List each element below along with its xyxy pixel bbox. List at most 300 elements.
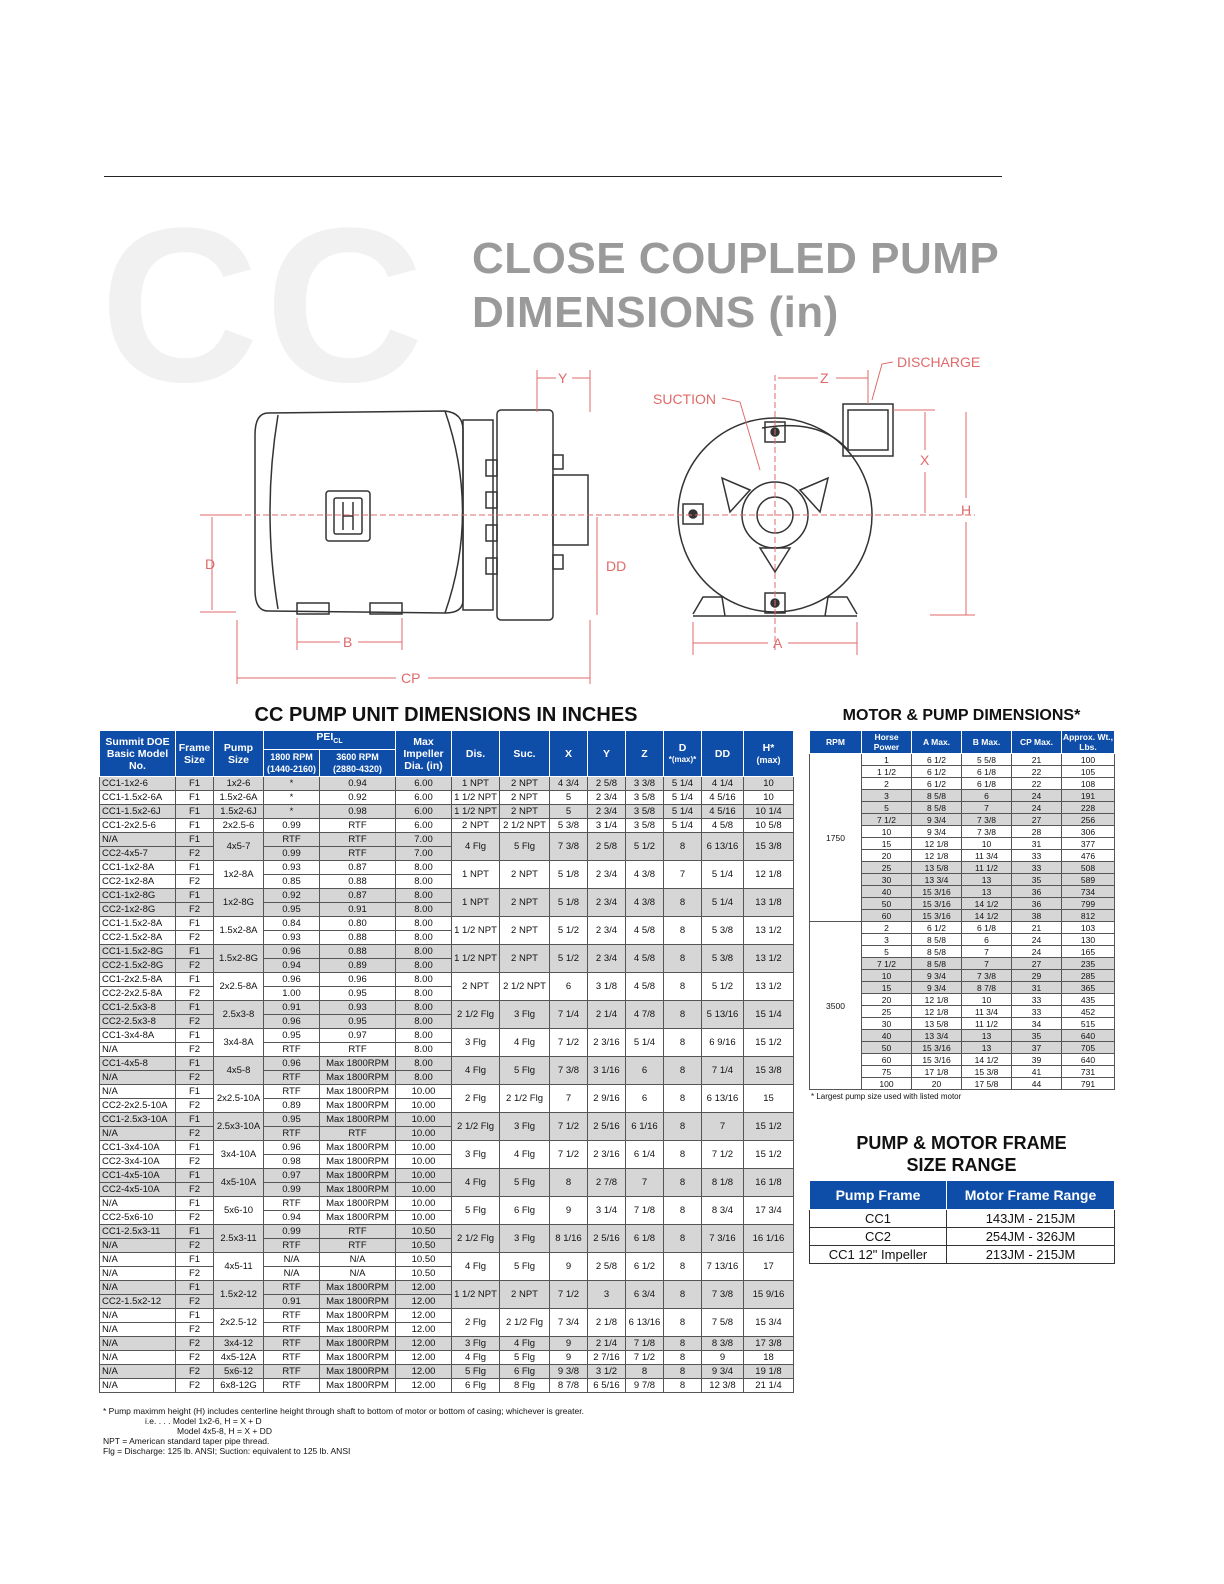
model-cell: CC2-3x4-10A (100, 1155, 176, 1169)
model-cell: CC2-5x6-10 (100, 1211, 176, 1225)
table-row (100, 945, 794, 959)
table-row (100, 1085, 794, 1099)
frame-cell: F2 (176, 1127, 214, 1141)
table-cell: 8.00 (396, 861, 452, 875)
table-cell: 22 (1012, 778, 1062, 790)
table-cell: 24 (1012, 802, 1062, 814)
main-table-title: CC PUMP UNIT DIMENSIONS IN INCHES (254, 704, 638, 726)
table-row (100, 1309, 794, 1323)
table-row (810, 1228, 1115, 1246)
table-cell: 2 NPT (500, 805, 550, 819)
pump-size-cell: 4x5-10A (214, 1169, 264, 1197)
table-cell: F2 (176, 1379, 214, 1393)
dis-cell: 2 NPT (452, 973, 500, 1001)
table-cell: 28 (1012, 826, 1062, 838)
table-cell: 1 (862, 754, 912, 766)
table-cell: 9 (550, 1351, 588, 1365)
background-watermark-letters: CC (100, 182, 430, 428)
col-frame: Frame Size (176, 731, 214, 777)
model-cell: CC1-2.5x3-10A (100, 1113, 176, 1127)
pump-size-cell: 1.5x2-8G (214, 945, 264, 973)
x-cell: 7 1/2 (550, 1281, 588, 1309)
table-cell: 6.00 (396, 791, 452, 805)
table-cell: 3 Flg (452, 1337, 500, 1351)
table-cell: 0.97 (264, 1169, 320, 1183)
dis-cell: 2 1/2 Flg (452, 1001, 500, 1029)
col-3600rpm-label: 3600 RPM (336, 752, 379, 762)
model-cell: CC1-2.5x3-11 (100, 1225, 176, 1239)
suc-cell: 3 Flg (500, 1225, 550, 1253)
table-cell: 6 1/2 (912, 766, 962, 778)
dis-cell: 1 NPT (452, 861, 500, 889)
z-cell: 4 5/8 (626, 973, 664, 1001)
frame-cell: F1 (176, 1085, 214, 1099)
table-cell: 1 1/2 NPT (452, 805, 500, 819)
x-cell: 5 1/2 (550, 945, 588, 973)
main-table-note-1: * Pump maximm height (H) includes centerline height through shaft to bottom of motor or bottom of casing; whichever is greater. (103, 1406, 584, 1416)
table-cell: 0.91 (264, 1001, 320, 1015)
table-cell: 791 (1062, 1078, 1115, 1090)
frame-cell: F1 (176, 1029, 214, 1043)
table-cell: 2 3/4 (588, 805, 626, 819)
table-cell: 100 (1062, 754, 1115, 766)
table-cell: 0.94 (264, 959, 320, 973)
table-cell: 10.50 (396, 1225, 452, 1239)
h-cell: 13 1/8 (744, 889, 794, 917)
dim-label-b: B (343, 634, 353, 650)
frame-cell: F1 (176, 1169, 214, 1183)
table-cell: 10.00 (396, 1155, 452, 1169)
table-cell: RTF (264, 1365, 320, 1379)
table-cell: 515 (1062, 1018, 1115, 1030)
table-cell: 8.00 (396, 875, 452, 889)
table-cell: 0.96 (264, 1015, 320, 1029)
h-cell: 13 1/2 (744, 973, 794, 1001)
table-cell: 5 Flg (500, 1351, 550, 1365)
h-cell: 15 1/2 (744, 1029, 794, 1057)
frame-cell: F2 (176, 931, 214, 945)
table-cell: 365 (1062, 982, 1115, 994)
model-cell: CC2-4x5-10A (100, 1183, 176, 1197)
h-cell: 15 (744, 1085, 794, 1113)
col-1800rpm (264, 750, 320, 777)
table-cell: 8 5/8 (912, 790, 962, 802)
suction-label: SUCTION (653, 391, 716, 407)
table-cell: Max 1800RPM (320, 1057, 396, 1071)
table-cell: 0.99 (264, 1183, 320, 1197)
table-cell: 6 1/8 (962, 922, 1012, 934)
col-z: Z (626, 731, 664, 777)
frame-cell: F2 (176, 1183, 214, 1197)
x-cell: 7 1/2 (550, 1141, 588, 1169)
z-cell: 4 5/8 (626, 917, 664, 945)
table-row (810, 1210, 1115, 1228)
frame-cell: F2 (176, 1043, 214, 1057)
frame-cell: F1 (176, 1057, 214, 1071)
table-cell: 0.98 (320, 805, 396, 819)
table-cell: 10 (862, 970, 912, 982)
table-cell: 0.95 (320, 987, 396, 1001)
table-row (100, 791, 794, 805)
suc-cell: 6 Flg (500, 1197, 550, 1225)
table-cell: 15 3/16 (912, 886, 962, 898)
table-cell: 3 (862, 790, 912, 802)
model-cell: CC2-2.5x3-8 (100, 1015, 176, 1029)
table-cell: 0.93 (264, 931, 320, 945)
model-cell: CC2-1x2-8A (100, 875, 176, 889)
dis-cell: 2 1/2 Flg (452, 1113, 500, 1141)
x-cell: 8 1/16 (550, 1225, 588, 1253)
table-cell: RTF (264, 1085, 320, 1099)
col-pei-label: PEI (316, 731, 334, 744)
table-cell: F1 (176, 777, 214, 791)
table-cell: 6.00 (396, 805, 452, 819)
z-cell: 6 13/16 (626, 1309, 664, 1337)
table-cell: 13 (962, 1042, 1012, 1054)
table-cell: 25 (862, 862, 912, 874)
table-cell: 15 3/16 (912, 910, 962, 922)
z-cell: 6 1/16 (626, 1113, 664, 1141)
model-cell: CC1-2.5x3-8 (100, 1001, 176, 1015)
table-cell: 0.94 (320, 777, 396, 791)
table-cell: 17 3/8 (744, 1337, 794, 1351)
table-cell: 21 (1012, 922, 1062, 934)
table-cell: 10 1/4 (744, 805, 794, 819)
model-cell: CC2-2x2.5-8A (100, 987, 176, 1001)
table-cell: 1 1/2 (862, 766, 912, 778)
d-cell: 8 (664, 833, 702, 861)
table-cell: 12 1/8 (912, 838, 962, 850)
table-cell: 213JM - 215JM (947, 1246, 1115, 1264)
frame-col-header: Motor Frame Range (947, 1181, 1115, 1210)
table-cell: 8 3/8 (702, 1337, 744, 1351)
table-cell: 5x6-12 (214, 1365, 264, 1379)
table-cell: 2 (862, 778, 912, 790)
d-cell: 8 (664, 1029, 702, 1057)
z-cell: 6 (626, 1057, 664, 1085)
model-cell: N/A (100, 1323, 176, 1337)
col-x: X (550, 731, 588, 777)
d-cell: 7 (664, 861, 702, 889)
table-cell: 2 3/4 (588, 791, 626, 805)
x-cell: 7 3/4 (550, 1309, 588, 1337)
table-cell: 7 (962, 946, 1012, 958)
table-cell: 103 (1062, 922, 1115, 934)
table-cell: 40 (862, 1030, 912, 1042)
table-row (100, 973, 794, 987)
h-cell: 13 1/2 (744, 945, 794, 973)
table-cell: 3 1/4 (588, 819, 626, 833)
table-cell: 0.91 (320, 903, 396, 917)
table-cell: 24 (1012, 946, 1062, 958)
table-cell: RTF (264, 833, 320, 847)
table-cell: RTF (320, 1127, 396, 1141)
table-cell: 33 (1012, 850, 1062, 862)
table-cell: 8.00 (396, 987, 452, 1001)
table-row (100, 1351, 794, 1365)
table-cell: 4 5/16 (702, 805, 744, 819)
table-cell: 1.5x2-6J (214, 805, 264, 819)
table-cell: 37 (1012, 1042, 1062, 1054)
table-cell: 1x2-6 (214, 777, 264, 791)
table-row (100, 889, 794, 903)
table-cell: 0.95 (264, 1029, 320, 1043)
table-cell: 10.00 (396, 1197, 452, 1211)
frame-cell: F1 (176, 1225, 214, 1239)
d-cell: 8 (664, 1141, 702, 1169)
h-cell: 15 3/8 (744, 833, 794, 861)
motor-col-header: CP Max. (1012, 731, 1062, 754)
table-cell: Max 1800RPM (320, 1169, 396, 1183)
table-cell: 8.00 (396, 917, 452, 931)
table-cell: 33 (1012, 1006, 1062, 1018)
frame-cell: F2 (176, 903, 214, 917)
d-cell: 8 (664, 1225, 702, 1253)
table-cell: 6 1/2 (912, 922, 962, 934)
frame-cell: F2 (176, 1015, 214, 1029)
y-cell: 3 1/4 (588, 1197, 626, 1225)
pump-size-cell: 1.5x2-12 (214, 1281, 264, 1309)
table-cell: 6 1/8 (962, 778, 1012, 790)
table-cell: 731 (1062, 1066, 1115, 1078)
table-cell: 165 (1062, 946, 1115, 958)
col-pei (264, 731, 396, 750)
table-cell: 9 7/8 (626, 1379, 664, 1393)
table-cell: 3 (862, 934, 912, 946)
h-cell: 15 9/16 (744, 1281, 794, 1309)
table-cell: 228 (1062, 802, 1115, 814)
table-cell: 20 (912, 1078, 962, 1090)
z-cell: 7 (626, 1169, 664, 1197)
table-cell: 377 (1062, 838, 1115, 850)
table-cell: CC1 (810, 1210, 947, 1228)
suc-cell: 5 Flg (500, 833, 550, 861)
table-cell: 0.95 (320, 1015, 396, 1029)
h-cell: 15 1/2 (744, 1141, 794, 1169)
table-cell: 0.88 (320, 931, 396, 945)
table-cell: 10 (862, 826, 912, 838)
h-cell: 17 3/4 (744, 1197, 794, 1225)
table-cell: N/A (264, 1253, 320, 1267)
table-cell: Max 1800RPM (320, 1365, 396, 1379)
col-1800rpm-range: (1440-2160) (266, 764, 317, 774)
model-cell: CC2-1.5x2-12 (100, 1295, 176, 1309)
table-cell: 7 1/2 (626, 1351, 664, 1365)
pump-size-cell: 2x2.5-10A (214, 1085, 264, 1113)
table-cell: 5 Flg (452, 1365, 500, 1379)
x-cell: 9 (550, 1197, 588, 1225)
table-cell: * (264, 777, 320, 791)
table-cell: CC1 12" Impeller (810, 1246, 947, 1264)
rpm-cell: 1750 (810, 754, 862, 922)
table-cell: F1 (176, 791, 214, 805)
y-cell: 3 (588, 1281, 626, 1309)
table-cell: 2 NPT (452, 819, 500, 833)
table-cell: 8 5/8 (912, 946, 962, 958)
frame-cell: F2 (176, 1295, 214, 1309)
x-cell: 7 3/8 (550, 1057, 588, 1085)
table-cell: 12.00 (396, 1323, 452, 1337)
z-cell: 4 7/8 (626, 1001, 664, 1029)
table-cell: 6.00 (396, 819, 452, 833)
table-cell: 452 (1062, 1006, 1115, 1018)
y-cell: 2 3/4 (588, 861, 626, 889)
frame-cell: F1 (176, 1001, 214, 1015)
y-cell: 2 3/4 (588, 945, 626, 973)
y-cell: 2 3/4 (588, 917, 626, 945)
table-cell: Max 1800RPM (320, 1155, 396, 1169)
table-cell: 39 (1012, 1054, 1062, 1066)
table-cell: 31 (1012, 838, 1062, 850)
table-cell: 35 (1012, 1030, 1062, 1042)
z-cell: 7 1/8 (626, 1197, 664, 1225)
table-cell: 3 5/8 (626, 791, 664, 805)
frame-cell: F2 (176, 1071, 214, 1085)
discharge-label: DISCHARGE (897, 354, 981, 370)
dim-label-z: Z (820, 370, 829, 386)
h-cell: 15 1/2 (744, 1113, 794, 1141)
table-cell: 9 (550, 1337, 588, 1351)
table-cell: 36 (1012, 886, 1062, 898)
frame-cell: F1 (176, 917, 214, 931)
z-cell: 6 1/4 (626, 1141, 664, 1169)
y-cell: 3 1/8 (588, 973, 626, 1001)
dd-cell: 5 3/8 (702, 945, 744, 973)
table-cell: 7 (962, 802, 1012, 814)
d-cell: 8 (664, 1197, 702, 1225)
suc-cell: 2 NPT (500, 945, 550, 973)
table-cell: 14 1/2 (962, 1054, 1012, 1066)
table-cell: 12 3/8 (702, 1379, 744, 1393)
table-cell: 12.00 (396, 1309, 452, 1323)
table-cell: 10 (962, 838, 1012, 850)
table-cell: 20 (862, 850, 912, 862)
table-cell: 10 (744, 791, 794, 805)
model-cell: CC1-1x2-8G (100, 889, 176, 903)
table-cell: 0.93 (320, 1001, 396, 1015)
table-cell: 22 (1012, 766, 1062, 778)
model-cell: N/A (100, 1127, 176, 1141)
table-cell: Max 1800RPM (320, 1085, 396, 1099)
table-cell: 30 (862, 874, 912, 886)
table-cell: 10.00 (396, 1099, 452, 1113)
frame-cell: F2 (176, 959, 214, 973)
y-cell: 2 5/16 (588, 1113, 626, 1141)
table-cell: 6 1/8 (962, 766, 1012, 778)
dd-cell: 7 3/16 (702, 1225, 744, 1253)
table-cell: 25 (862, 1006, 912, 1018)
table-cell: 10.00 (396, 1085, 452, 1099)
table-cell: 4 5/8 (702, 819, 744, 833)
pump-size-cell: 4x5-7 (214, 833, 264, 861)
table-cell: 10 5/8 (744, 819, 794, 833)
model-cell: CC1-1x2-8A (100, 861, 176, 875)
dd-cell: 7 (702, 1113, 744, 1141)
x-cell: 7 (550, 1085, 588, 1113)
table-cell: Max 1800RPM (320, 1211, 396, 1225)
suc-cell: 4 Flg (500, 1029, 550, 1057)
table-cell: Max 1800RPM (320, 1351, 396, 1365)
table-cell: 256 (1062, 814, 1115, 826)
frame-cell: F2 (176, 987, 214, 1001)
table-cell: 1.5x2-6A (214, 791, 264, 805)
model-cell: CC2-2x2.5-10A (100, 1099, 176, 1113)
dis-cell: 1 1/2 NPT (452, 945, 500, 973)
dd-cell: 8 1/8 (702, 1169, 744, 1197)
table-cell: 6.00 (396, 777, 452, 791)
pump-dimension-diagram (0, 0, 1224, 700)
y-cell: 2 3/16 (588, 1141, 626, 1169)
table-cell: 2x2.5-6 (214, 819, 264, 833)
table-cell: 0.95 (264, 1113, 320, 1127)
table-cell: 7 3/8 (962, 826, 1012, 838)
table-cell: N/A (100, 1337, 176, 1351)
table-row (100, 1113, 794, 1127)
motor-col-header: A Max. (912, 731, 962, 754)
table-cell: 2 1/2 NPT (500, 819, 550, 833)
d-cell: 8 (664, 1113, 702, 1141)
model-cell: N/A (100, 1043, 176, 1057)
table-cell: 14 1/2 (962, 898, 1012, 910)
pump-size-cell: 2.5x3-8 (214, 1001, 264, 1029)
dd-cell: 7 13/16 (702, 1253, 744, 1281)
table-cell: 44 (1012, 1078, 1062, 1090)
suc-cell: 2 1/2 Flg (500, 1309, 550, 1337)
table-cell: 12.00 (396, 1365, 452, 1379)
h-cell: 15 3/8 (744, 1057, 794, 1085)
col-model: Summit DOE Basic Model No. (100, 731, 176, 777)
z-cell: 4 3/8 (626, 861, 664, 889)
table-cell: 9 (702, 1351, 744, 1365)
table-cell: 1 1/2 NPT (452, 791, 500, 805)
table-row (810, 1246, 1115, 1264)
frame-cell: F2 (176, 875, 214, 889)
dis-cell: 3 Flg (452, 1029, 500, 1057)
table-cell: 9 3/8 (550, 1365, 588, 1379)
table-cell: 41 (1012, 1066, 1062, 1078)
table-cell: 15 (862, 838, 912, 850)
model-cell: CC1-2x2.5-8A (100, 973, 176, 987)
table-cell: 799 (1062, 898, 1115, 910)
table-cell: 3 5/8 (626, 819, 664, 833)
table-cell: 705 (1062, 1042, 1115, 1054)
motor-col-header: RPM (810, 731, 862, 754)
table-cell: 34 (1012, 1018, 1062, 1030)
table-cell: 0.89 (320, 959, 396, 973)
table-cell: RTF (264, 1071, 320, 1085)
table-cell: RTF (264, 1323, 320, 1337)
frame-size-range-table (809, 1180, 1115, 1264)
table-cell: 2 5/8 (588, 777, 626, 791)
table-cell: 4 1/4 (702, 777, 744, 791)
dim-label-x: X (920, 452, 930, 468)
y-cell: 2 1/4 (588, 1001, 626, 1029)
table-cell: 11 1/2 (962, 862, 1012, 874)
model-cell: CC1-4x5-10A (100, 1169, 176, 1183)
dd-cell: 8 3/4 (702, 1197, 744, 1225)
x-cell: 7 1/2 (550, 1113, 588, 1141)
table-cell: 12.00 (396, 1281, 452, 1295)
table-cell: 10.00 (396, 1183, 452, 1197)
table-cell: 13 (962, 1030, 1012, 1042)
table-cell: 14 1/2 (962, 910, 1012, 922)
h-cell: 12 1/8 (744, 861, 794, 889)
d-cell: 8 (664, 889, 702, 917)
col-h-label: H* (762, 741, 775, 754)
table-cell: 40 (862, 886, 912, 898)
y-cell: 2 9/16 (588, 1085, 626, 1113)
frame-cell: F2 (176, 1099, 214, 1113)
